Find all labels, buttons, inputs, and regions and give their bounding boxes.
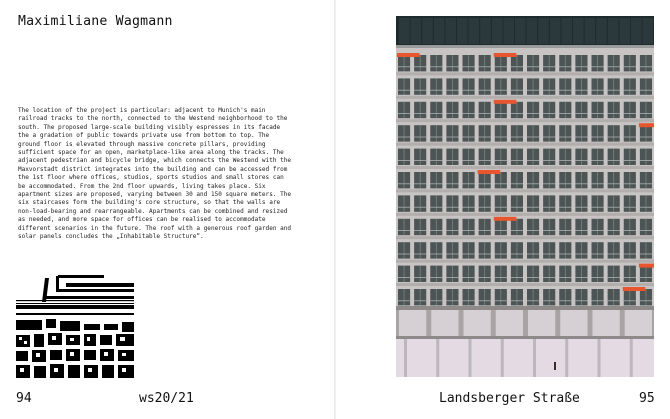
author-name: Maximiliane Wagmann: [18, 14, 173, 29]
balcony-awning: [494, 53, 517, 57]
right-page: [336, 0, 670, 419]
human-figure: [554, 362, 556, 370]
project-description: The location of the project is particular: adjacent to Munich's main railroad tracks to the north, connected to the Westend neighborhood to the south. The proposed large-scale building visibly espresses in its facade the a gradation of public towards private use from bottom to top. The ground floor is elevated through massive concrete pillars, providing sufficient space for an open, marketplace-like area along the tracks. The adjacent pedestrian and bicycle bridge, which connects the Westend with the Maxvorstadt district integrates into the building and can be accessed from the 1st floor where offices, studios, sports studios and small stores can be accommodated. From the 2nd floor upwards, living takes place. Six apartment sizes are proposed, varying between 30 and 150 square meters. The six staircases form the building's core structure, so that the walls are non-load-bearing and rearrangeable. Apartments can be combined and resized as needed, and more space for offices can be realised to accommodate different scenarios in the future. The roof with a generous roof garden and solar panels concludes the „Inhabitable Structure“.: [18, 107, 292, 241]
left-page: [0, 0, 334, 419]
balcony-awning: [639, 123, 654, 127]
semester-label: ws20/21: [139, 391, 194, 406]
balcony-awning: [494, 217, 517, 221]
balcony-awning: [639, 264, 654, 268]
page-number-left: 94: [16, 391, 32, 406]
project-title: Landsberger Straße: [439, 391, 580, 406]
balcony-awning: [478, 170, 501, 174]
balcony-awning: [623, 287, 646, 291]
balcony-awning: [397, 53, 420, 57]
facade-elevation-drawing: [396, 16, 654, 377]
page-number-right: 95: [639, 391, 655, 406]
balcony-awning: [494, 100, 517, 104]
site-plan-drawing: [16, 272, 134, 378]
